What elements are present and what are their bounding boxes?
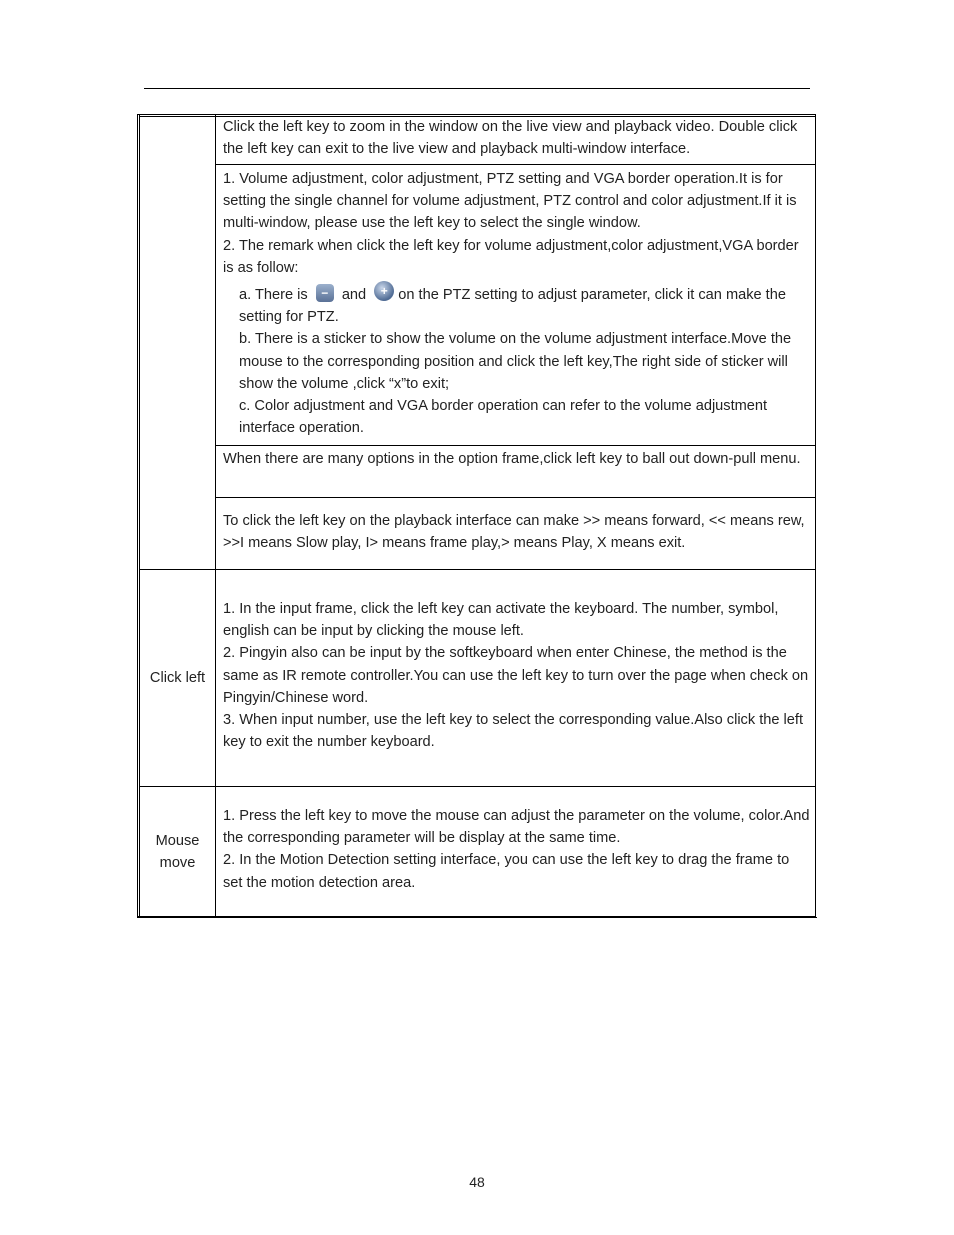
row-divider	[215, 164, 815, 165]
click-left-label: Click left	[149, 669, 206, 686]
mouse-move-description-cell	[223, 805, 811, 894]
click-left-description-cell	[223, 598, 811, 753]
zoom-description-cell	[223, 116, 811, 160]
volume-para-b: b. There is a sticker to show the volume on the volume adjustment interface.Move the mouse to the corresponding position and click the left key,The right side of sticker will show the volume ,click “x”to exit;	[239, 331, 792, 392]
minus-icon: −	[316, 284, 334, 302]
row-divider	[139, 786, 816, 787]
row-divider	[215, 445, 815, 446]
volume-description-cell	[223, 168, 811, 439]
playback-description-cell	[223, 510, 811, 554]
click-left-para-2: 2. Pingyin also can be input by the softkeyboard when enter Chinese, the method is the same as IR remote controller.You can use the left key to turn over the page when check on Pingyin/Chinese word.	[223, 645, 809, 706]
page-number: 48	[469, 1174, 485, 1190]
table-border-bottom	[137, 917, 817, 918]
click-left-para-1: 1. In the input frame, click the left key can activate the keyboard. The number, symbol, english can be input by clicking the mouse left.	[223, 601, 779, 640]
dropdown-description-cell	[223, 448, 811, 470]
column-divider	[215, 114, 216, 917]
volume-para-a-before: a. There is	[239, 287, 308, 304]
volume-para-a-and: and	[341, 287, 367, 304]
playback-description: To click the left key on the playback interface can make >> means forward, << means rew, >>I means Slow play, I> means frame play,> means Play, X means exit.	[223, 513, 805, 552]
zoom-description: Click the left key to zoom in the window on the live view and playback video. Double click the left key can exit to the live view and playback multi-window interface.	[223, 119, 798, 158]
row-divider	[139, 569, 816, 570]
click-left-para-3: 3. When input number, use the left key to select the corresponding value.Also click the left key to exit the number keyboard.	[223, 712, 804, 751]
mouse-move-para-1: 1. Press the left key to move the mouse can adjust the parameter on the volume, color.And the corresponding parameter will be display at the same time.	[223, 808, 810, 847]
mouse-move-label: Mouse move	[155, 832, 200, 871]
row-divider	[215, 497, 815, 498]
volume-para-a	[223, 281, 811, 328]
volume-para-1: 1. Volume adjustment, color adjustment, PTZ setting and VGA border operation.It is for setting the single channel for volume adjustment, PTZ control and color adjustment.If it is multi-window, please use the left key to select the single window.	[223, 171, 797, 232]
plus-icon: +	[374, 281, 394, 301]
volume-para-2: 2. The remark when click the left key for volume adjustment,color adjustment,VGA border is as follow:	[223, 237, 799, 276]
table-border-left	[139, 114, 140, 917]
mouse-move-para-2: 2. In the Motion Detection setting interface, you can use the left key to drag the frame to set the motion detection area.	[223, 852, 790, 891]
mouse-move-label-cell	[144, 787, 211, 917]
dropdown-description: When there are many options in the option frame,click left key to ball out down-pull menu.	[223, 451, 801, 467]
volume-para-c: c. Color adjustment and VGA border operation can refer to the volume adjustment interface operation.	[239, 398, 768, 437]
table-border-right	[815, 114, 816, 917]
volume-para-a-after: on the PTZ setting to adjust parameter, click it can make the setting for PTZ.	[239, 287, 786, 326]
click-left-label-cell	[140, 570, 215, 786]
